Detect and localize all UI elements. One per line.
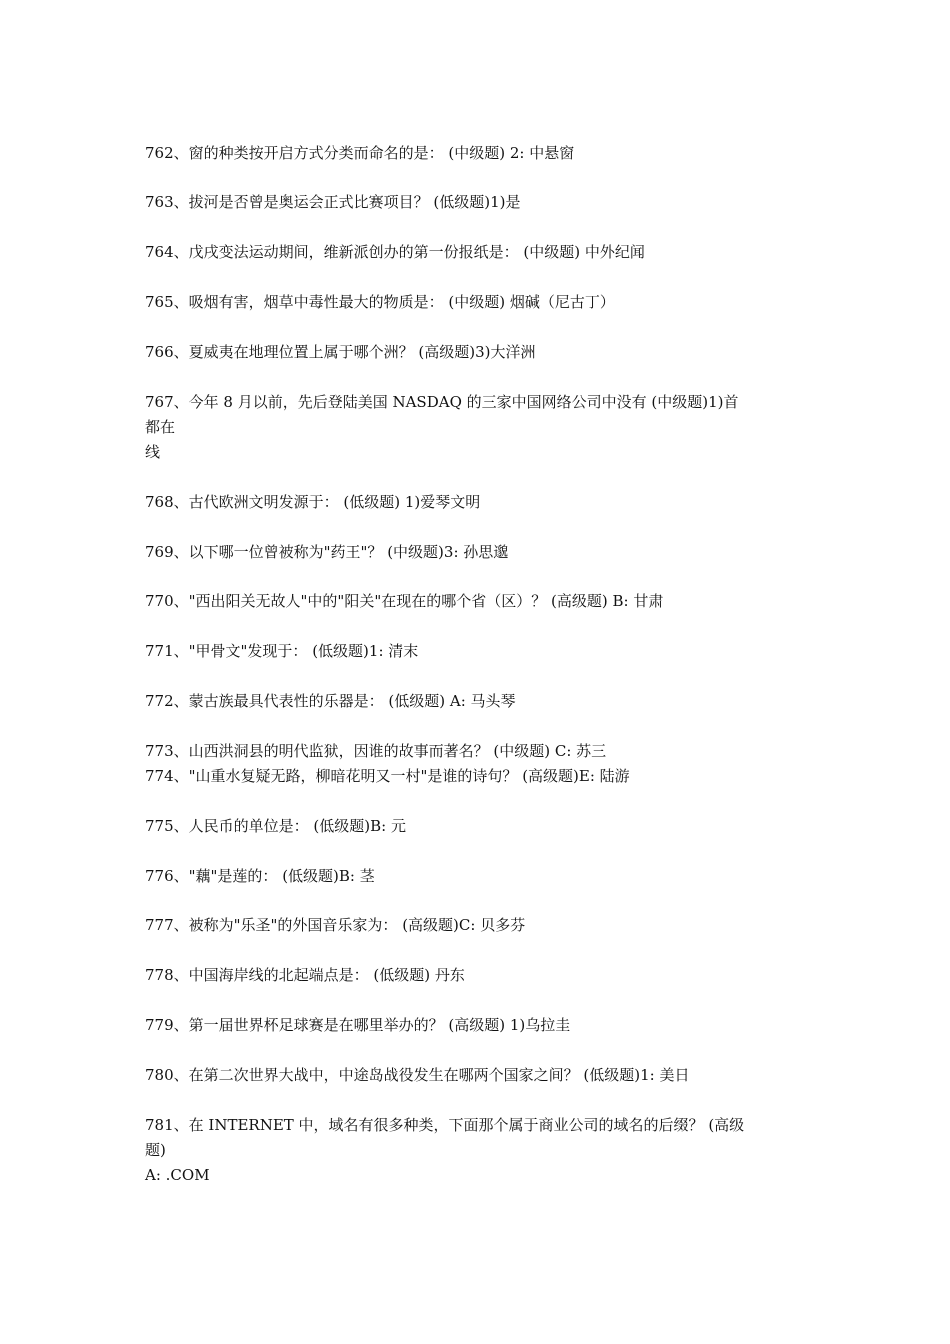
question-766: 766、夏威夷在地理位置上属于哪个洲？ (高级题)3)大洋洲 bbox=[145, 343, 536, 361]
question-775: 775、人民币的单位是： (低级题)B: 元 bbox=[145, 817, 406, 835]
question-774: 774、"山重水复疑无路，柳暗花明又一村"是谁的诗句？ (高级题)E: 陆游 bbox=[145, 767, 630, 785]
question-776: 776、"藕"是莲的： (低级题)B: 茎 bbox=[145, 867, 375, 885]
question-762: 762、窗的种类按开启方式分类而命名的是： (中级题) 2: 中悬窗 bbox=[145, 144, 575, 162]
question-772: 772、蒙古族最具代表性的乐器是： (低级题) A: 马头琴 bbox=[145, 692, 516, 710]
question-763: 763、拔河是否曾是奥运会正式比赛项目？ (低级题)1)是 bbox=[145, 193, 521, 211]
question-771: 771、"甲骨文"发现于： (低级题)1: 清末 bbox=[145, 642, 419, 660]
question-768: 768、古代欧洲文明发源于： (低级题) 1)爱琴文明 bbox=[145, 493, 481, 511]
question-769: 769、以下哪一位曾被称为"药王"？ (中级题)3: 孙思邈 bbox=[145, 543, 509, 561]
question-767-continued: 都在 bbox=[145, 418, 176, 436]
question-773: 773、山西洪洞县的明代监狱，因谁的故事而著名？ (中级题) C: 苏三 bbox=[145, 742, 607, 760]
question-781: 781、在 INTERNET 中，域名有很多种类，下面那个属于商业公司的域名的后缀？ (高级 bbox=[145, 1116, 745, 1134]
question-778: 778、中国海岸线的北起端点是： (低级题) 丹东 bbox=[145, 966, 465, 984]
question-779: 779、第一届世界杯足球赛是在哪里举办的？ (高级题) 1)乌拉圭 bbox=[145, 1016, 571, 1034]
question-765: 765、吸烟有害，烟草中毒性最大的物质是： (中级题) 烟碱（尼古丁） bbox=[145, 293, 615, 311]
question-764: 764、戊戌变法运动期间，维新派创办的第一份报纸是： (中级题) 中外纪闻 bbox=[145, 243, 645, 261]
question-767-continued: 线 bbox=[145, 443, 161, 461]
question-767: 767、今年 8 月以前，先后登陆美国 NASDAQ 的三家中国网络公司中没有 (中级题)1)首 bbox=[145, 393, 739, 411]
question-777: 777、被称为"乐圣"的外国音乐家为： (高级题)C: 贝多芬 bbox=[145, 916, 526, 934]
question-770: 770、"西出阳关无故人"中的"阳关"在现在的哪个省（区）？ (高级题) B: 甘肃 bbox=[145, 592, 664, 610]
question-781-continued: 题) bbox=[145, 1141, 166, 1159]
answer-781: A: .COM bbox=[145, 1166, 210, 1184]
question-780: 780、在第二次世界大战中，中途岛战役发生在哪两个国家之间？ (低级题)1: 美日 bbox=[145, 1066, 690, 1084]
